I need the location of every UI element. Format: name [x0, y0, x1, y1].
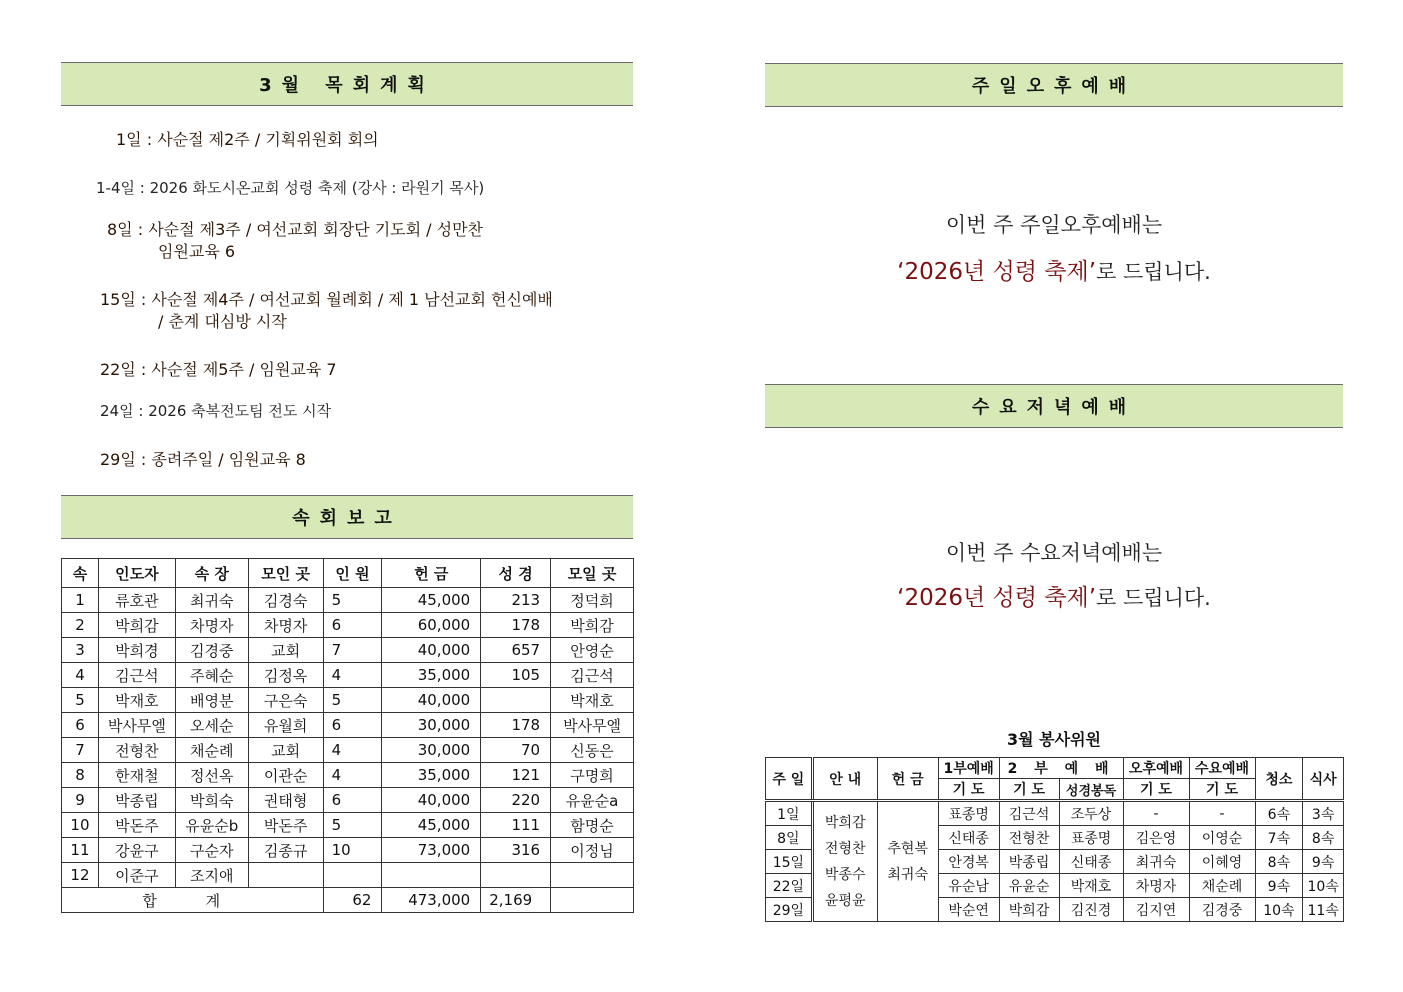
- sokhoe-header: [61, 495, 633, 539]
- table-cell: 4: [323, 763, 382, 788]
- svc-col-pm: 오후예배: [1123, 758, 1189, 779]
- svc-cell: 9속: [1255, 874, 1303, 898]
- table-cell: 657: [481, 638, 551, 663]
- table-cell: 60,000: [382, 613, 481, 638]
- table-cell: 유윤순a: [551, 788, 634, 813]
- svc-cell: 9속: [1303, 850, 1344, 874]
- table-cell: 박돈주: [248, 813, 323, 838]
- table-cell: 40,000: [382, 688, 481, 713]
- svc-guide-name: 전형찬: [824, 840, 866, 857]
- wed-notice-tail: 로 드립니다.: [1096, 586, 1211, 610]
- pm-service-header: [765, 63, 1343, 107]
- table-cell: 73,000: [382, 838, 481, 863]
- svc-cell: 8속: [1303, 826, 1344, 850]
- wed-notice-line2: [765, 579, 1343, 612]
- wed-notice-line1: 이번 주 수요저녁예배는: [945, 541, 1163, 565]
- svc-sub-pray: 기 도: [1189, 779, 1255, 801]
- plan-item: [100, 359, 337, 381]
- svc-cell: 29일: [766, 898, 813, 922]
- col-header: 인도자: [98, 559, 175, 588]
- svc-cell: 7속: [1255, 826, 1303, 850]
- table-cell: 김근석: [551, 663, 634, 688]
- col-header: 모일 곳: [551, 559, 634, 588]
- table-cell: 김경중: [175, 638, 248, 663]
- table-cell: 7: [323, 638, 382, 663]
- table-cell: 30,000: [382, 738, 481, 763]
- plan-date: 1일 :: [116, 130, 153, 149]
- table-cell: 45,000: [382, 588, 481, 613]
- table-cell: 교회: [248, 638, 323, 663]
- table-cell: 40,000: [382, 638, 481, 663]
- svc-col-wed: 수요예배: [1189, 758, 1255, 779]
- table-cell: 5: [62, 688, 99, 713]
- svc-sub-pray: 기 도: [1123, 779, 1189, 801]
- total-bible: 2,169: [481, 888, 551, 913]
- table-cell: 구명희: [551, 763, 634, 788]
- total-label: 합 계: [62, 888, 324, 913]
- plan-date: 29일 :: [100, 450, 147, 469]
- table-cell: 최귀숙: [175, 588, 248, 613]
- table-cell: 111: [481, 813, 551, 838]
- table-cell: 9: [62, 788, 99, 813]
- table-cell: 정선옥: [175, 763, 248, 788]
- table-cell: 6: [323, 713, 382, 738]
- plan-text-cont: / 춘계 대심방 시작: [158, 312, 287, 331]
- table-row: [62, 713, 634, 738]
- table-cell: 류호관: [98, 588, 175, 613]
- plan-text: 종려주일 / 임원교육 8: [151, 450, 306, 469]
- svc-header-row-1: [766, 758, 1344, 779]
- table-cell: 10: [62, 813, 99, 838]
- svc-col-week: 주 일: [766, 758, 813, 801]
- table-cell: 11: [62, 838, 99, 863]
- table-cell: 3: [62, 638, 99, 663]
- table-cell: 김종규: [248, 838, 323, 863]
- svc-cell: 안경복: [938, 850, 999, 874]
- table-row: [62, 588, 634, 613]
- svc-cell: 조두상: [1059, 801, 1123, 826]
- svc-col-offer: 헌 금: [877, 758, 938, 801]
- table-row: [62, 688, 634, 713]
- table-cell: 한재철: [98, 763, 175, 788]
- plan-text-cont: 임원교육 6: [158, 242, 236, 261]
- table-cell: 차명자: [175, 613, 248, 638]
- plan-item: [100, 449, 306, 471]
- table-cell: 45,000: [382, 813, 481, 838]
- table-cell: 김정옥: [248, 663, 323, 688]
- plan-text: 2026 축복전도팀 전도 시작: [148, 402, 332, 420]
- table-cell: 안영순: [551, 638, 634, 663]
- svc-cell: 김지연: [1123, 898, 1189, 922]
- table-row: [62, 638, 634, 663]
- svc-guide-cell: [812, 801, 877, 922]
- table-cell: 신동은: [551, 738, 634, 763]
- plan-item-continued: [158, 311, 287, 333]
- table-cell: 구순자: [175, 838, 248, 863]
- col-header: 성 경: [481, 559, 551, 588]
- svc-cell: 10속: [1255, 898, 1303, 922]
- table-cell: 8: [62, 763, 99, 788]
- table-cell: 박사무엘: [551, 713, 634, 738]
- svc-cell: 김경중: [1189, 898, 1255, 922]
- table-cell: 박재호: [551, 688, 634, 713]
- table-cell: 박재호: [98, 688, 175, 713]
- plan-text: 2026 화도시온교회 성령 축제 (강사 : 라원기 목사): [149, 179, 485, 197]
- svc-cell: 유윤순: [999, 874, 1059, 898]
- pm-service-title: 주일오후예배: [971, 76, 1137, 97]
- table-cell: 김근석: [98, 663, 175, 688]
- table-row: [62, 738, 634, 763]
- table-cell: 7: [62, 738, 99, 763]
- table-cell: 유월희: [248, 713, 323, 738]
- table-cell: 5: [323, 588, 382, 613]
- table-cell: 5: [323, 688, 382, 713]
- table-cell: 10: [323, 838, 382, 863]
- table-cell: 6: [323, 788, 382, 813]
- table-cell: 조지애: [175, 863, 248, 888]
- table-cell: 전형찬: [98, 738, 175, 763]
- plan-text: 사순절 제5주 / 임원교육 7: [151, 360, 337, 379]
- table-cell: 121: [481, 763, 551, 788]
- table-cell: 박희감: [98, 613, 175, 638]
- svc-cell: 15일: [766, 850, 813, 874]
- table-row: [62, 613, 634, 638]
- table-cell: [323, 863, 382, 888]
- plan-date: 22일 :: [100, 360, 147, 379]
- svc-cell: 11속: [1303, 898, 1344, 922]
- svc-cell: 표종명: [938, 801, 999, 826]
- svc-cell: 이영순: [1189, 826, 1255, 850]
- table-cell: 220: [481, 788, 551, 813]
- table-cell: [382, 863, 481, 888]
- table-cell: 강윤구: [98, 838, 175, 863]
- plan-text: 사순절 제4주 / 여선교회 월례회 / 제 1 남선교회 헌신예배: [151, 290, 553, 309]
- table-cell: 박종립: [98, 788, 175, 813]
- table-cell: [481, 863, 551, 888]
- table-cell: 40,000: [382, 788, 481, 813]
- table-cell: 1: [62, 588, 99, 613]
- plan-date: 1-4일 :: [96, 179, 145, 197]
- total-empty: [551, 888, 634, 913]
- svc-offer-cell: [877, 801, 938, 922]
- svc-cell: 최귀숙: [1123, 850, 1189, 874]
- svc-col-guide: 안 내: [812, 758, 877, 801]
- table-row: [62, 788, 634, 813]
- table-cell: 178: [481, 613, 551, 638]
- table-cell: 70: [481, 738, 551, 763]
- svc-cell: 유순남: [938, 874, 999, 898]
- plan-text: 사순절 제3주 / 여선교회 회장단 기도회 / 성만찬: [148, 220, 483, 239]
- svc-cell: 채순례: [1189, 874, 1255, 898]
- table-cell: 유윤순b: [175, 813, 248, 838]
- plan-item: [100, 400, 331, 422]
- table-header-row: [62, 559, 634, 588]
- table-row: [62, 838, 634, 863]
- wed-service-title: 수요저녁예배: [971, 397, 1137, 418]
- col-header: 인 원: [323, 559, 382, 588]
- sokhoe-table: [61, 558, 634, 913]
- svc-cell: 김근석: [999, 801, 1059, 826]
- col-header: 속 장: [175, 559, 248, 588]
- table-cell: 6: [62, 713, 99, 738]
- table-cell: 박희경: [98, 638, 175, 663]
- pm-notice-line2: [765, 253, 1343, 286]
- total-money: 473,000: [382, 888, 481, 913]
- svc-cell: 박재호: [1059, 874, 1123, 898]
- table-cell: 함명순: [551, 813, 634, 838]
- table-cell: 213: [481, 588, 551, 613]
- total-count: 62: [323, 888, 382, 913]
- table-row: [62, 663, 634, 688]
- table-cell: 채순례: [175, 738, 248, 763]
- table-cell: 5: [323, 813, 382, 838]
- table-cell: 4: [323, 738, 382, 763]
- table-cell: 2: [62, 613, 99, 638]
- svc-guide-name: 윤평윤: [824, 892, 866, 909]
- table-cell: 박희감: [551, 613, 634, 638]
- svc-row: [766, 801, 1344, 826]
- table-cell: 김경숙: [248, 588, 323, 613]
- table-cell: 주혜순: [175, 663, 248, 688]
- table-cell: 4: [323, 663, 382, 688]
- svc-offer-name: 최귀숙: [887, 866, 928, 883]
- service-committee-table: [765, 757, 1344, 922]
- svc-cell: 표종명: [1059, 826, 1123, 850]
- svc-guide-name: 박희감: [824, 814, 866, 831]
- svc-cell: 이혜영: [1189, 850, 1255, 874]
- svc-cell: 김은영: [1123, 826, 1189, 850]
- plan-text: 사순절 제2주 / 기획위원회 회의: [157, 130, 379, 149]
- svc-col-first: 1부예배: [938, 758, 999, 779]
- svc-cell: 박희감: [999, 898, 1059, 922]
- plan-date: 24일 :: [100, 402, 144, 420]
- col-header: 모인 곳: [248, 559, 323, 588]
- svc-cell: 신태종: [938, 826, 999, 850]
- svc-cell: 3속: [1303, 801, 1344, 826]
- svc-cell: 10속: [1303, 874, 1344, 898]
- svc-cell: 8일: [766, 826, 813, 850]
- svc-offer-name: 추현복: [887, 840, 928, 857]
- svc-cell: 8속: [1255, 850, 1303, 874]
- svc-cell: -: [1123, 801, 1189, 826]
- table-cell: 105: [481, 663, 551, 688]
- col-header: 헌 금: [382, 559, 481, 588]
- table-cell: 30,000: [382, 713, 481, 738]
- table-cell: [551, 863, 634, 888]
- table-row: [62, 763, 634, 788]
- plan-item-continued: [158, 241, 235, 263]
- pm-notice-emphasis: ‘2026년 성령 축제’: [897, 259, 1097, 285]
- svc-cell: 22일: [766, 874, 813, 898]
- col-header: 속: [62, 559, 99, 588]
- table-cell: 권태형: [248, 788, 323, 813]
- table-cell: 구은숙: [248, 688, 323, 713]
- table-cell: 35,000: [382, 663, 481, 688]
- sokhoe-title: 속회보고: [292, 508, 402, 529]
- svc-sub-pray: 기 도: [938, 779, 999, 801]
- table-cell: 차명자: [248, 613, 323, 638]
- table-cell: [248, 863, 323, 888]
- svc-guide-name: 박종수: [824, 866, 866, 883]
- pm-notice-tail: 로 드립니다.: [1096, 260, 1211, 284]
- plan-item: [100, 289, 553, 311]
- svc-col-second: 2 부 예 배: [999, 758, 1123, 779]
- plan-item: [107, 219, 483, 241]
- table-cell: 316: [481, 838, 551, 863]
- svc-sub-bible: 성경봉독: [1059, 779, 1123, 801]
- svc-cell: 신태종: [1059, 850, 1123, 874]
- pm-notice-line1: 이번 주 주일오후예배는: [945, 213, 1163, 237]
- table-cell: 박돈주: [98, 813, 175, 838]
- table-cell: 박사무엘: [98, 713, 175, 738]
- table-row: [62, 863, 634, 888]
- wed-service-header: [765, 384, 1343, 428]
- svc-cell: 6속: [1255, 801, 1303, 826]
- svc-sub-pray: 기 도: [999, 779, 1059, 801]
- mokhoe-title: 3월 목회계획: [259, 75, 435, 96]
- service-committee-title: 3월 봉사위원: [1007, 730, 1101, 749]
- plan-date: 8일 :: [107, 220, 144, 239]
- svc-cell: 박순연: [938, 898, 999, 922]
- mokhoe-header: [61, 62, 633, 106]
- plan-item: [96, 177, 484, 199]
- table-cell: [481, 688, 551, 713]
- svc-cell: 차명자: [1123, 874, 1189, 898]
- table-row: [62, 813, 634, 838]
- table-cell: 6: [323, 613, 382, 638]
- svc-cell: 김진경: [1059, 898, 1123, 922]
- table-cell: 박희숙: [175, 788, 248, 813]
- table-cell: 오세순: [175, 713, 248, 738]
- plan-date: 15일 :: [100, 290, 147, 309]
- table-total-row: [62, 888, 634, 913]
- svc-cell: -: [1189, 801, 1255, 826]
- table-cell: 교회: [248, 738, 323, 763]
- svc-cell: 1일: [766, 801, 813, 826]
- table-cell: 이준구: [98, 863, 175, 888]
- table-cell: 178: [481, 713, 551, 738]
- svc-col-meal: 식사: [1303, 758, 1344, 801]
- table-cell: 정덕희: [551, 588, 634, 613]
- plan-item: [116, 129, 379, 151]
- table-cell: 이관순: [248, 763, 323, 788]
- svc-cell: 박종립: [999, 850, 1059, 874]
- svc-cell: 전형찬: [999, 826, 1059, 850]
- table-cell: 배영분: [175, 688, 248, 713]
- table-cell: 4: [62, 663, 99, 688]
- svc-col-clean: 청소: [1255, 758, 1303, 801]
- table-cell: 12: [62, 863, 99, 888]
- table-cell: 35,000: [382, 763, 481, 788]
- wed-notice-emphasis: ‘2026년 성령 축제’: [897, 585, 1097, 611]
- table-cell: 이정님: [551, 838, 634, 863]
